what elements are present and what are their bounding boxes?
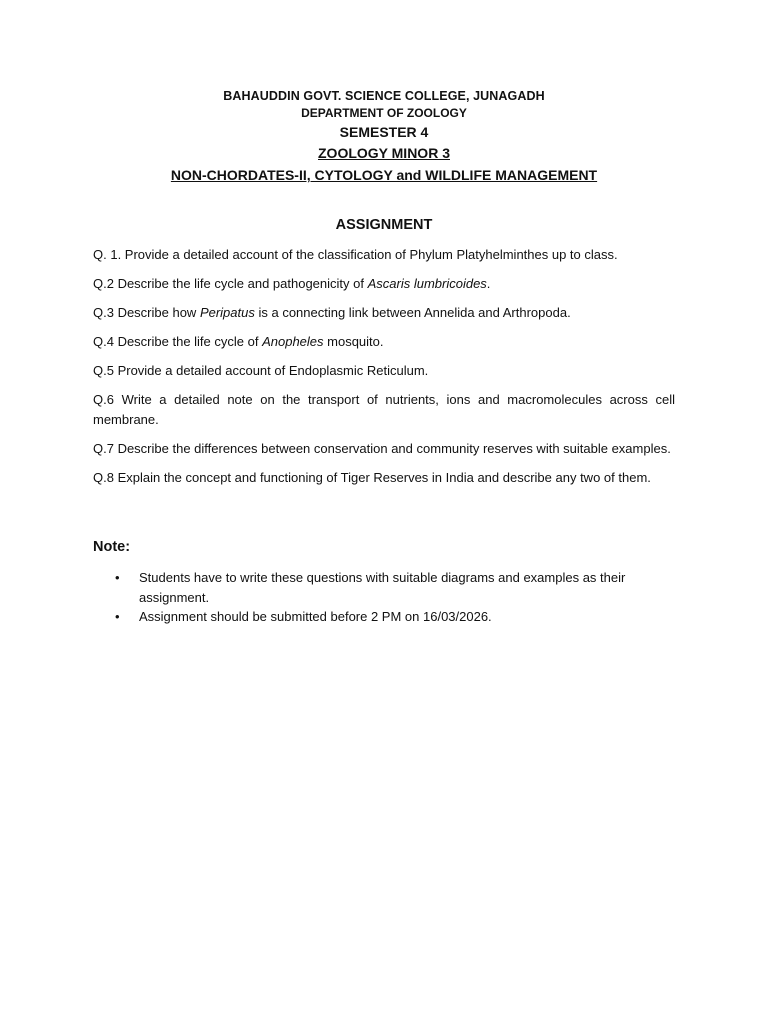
question-3-species: Peripatus: [199, 305, 255, 320]
question-1-text: Q. 1. Provide a detailed account of the classification of Phylum Platyhelminthes up to class.: [93, 247, 618, 262]
question-3: [93, 303, 675, 323]
question-2-text: Q.2 Describe the life cycle and pathogenicity of: [93, 276, 368, 291]
question-5: [93, 361, 675, 381]
course-heading: ZOOLOGY MINOR 3: [318, 145, 450, 161]
question-3-text-end: is a connecting link between Annelida and Arthropoda.: [254, 305, 571, 320]
semester-heading: SEMESTER 4: [339, 124, 429, 140]
question-8: [93, 468, 675, 488]
note-list: [115, 568, 675, 627]
question-4-species: Anopheles: [262, 334, 324, 349]
question-3-text: Q.3 Describe how: [93, 305, 200, 320]
question-list: [93, 245, 675, 497]
department-name: DEPARTMENT OF ZOOLOGY: [301, 106, 467, 120]
bullet-icon: •: [115, 609, 120, 624]
document-header: [0, 88, 768, 186]
question-8-text: Q.8 Explain the concept and functioning of Tiger Reserves in India and describe any two of them.: [93, 469, 651, 485]
question-4: [93, 332, 675, 352]
paper-title: NON-CHORDATES-II, CYTOLOGY and WILDLIFE MANAGEMENT: [170, 167, 598, 183]
question-6: [93, 390, 675, 429]
question-4-text: Q.4 Describe the life cycle of: [93, 334, 263, 349]
question-2-text-end: .: [486, 276, 491, 291]
question-2-species: Ascaris lumbricoides: [367, 276, 487, 291]
question-2: [93, 274, 675, 294]
assignment-title: ASSIGNMENT: [335, 217, 433, 233]
question-7-text: Q.7 Describe the differences between conservation and community reserves with suitable examples.: [93, 440, 671, 456]
question-5-text: Q.5 Provide a detailed account of Endoplasmic Reticulum.: [93, 363, 429, 378]
question-4-text-end: mosquito.: [323, 334, 384, 349]
note-item-1-text: Students have to write these questions with suitable diagrams and examples as their assignment.: [139, 570, 626, 605]
college-name: BAHAUDDIN GOVT. SCIENCE COLLEGE, JUNAGADH: [223, 89, 545, 103]
question-7: [93, 439, 675, 459]
note-item-2-text: Assignment should be submitted before 2 PM on 16/03/2026.: [139, 609, 492, 624]
question-1: [93, 245, 675, 265]
note-item-2: [115, 607, 675, 627]
note-heading: Note:: [93, 539, 131, 555]
note-item-1: [115, 568, 675, 607]
bullet-icon: •: [115, 570, 120, 585]
question-6-text: Q.6 Write a detailed note on the transport of nutrients, ions and macromolecules across cell membrane.: [93, 392, 675, 427]
